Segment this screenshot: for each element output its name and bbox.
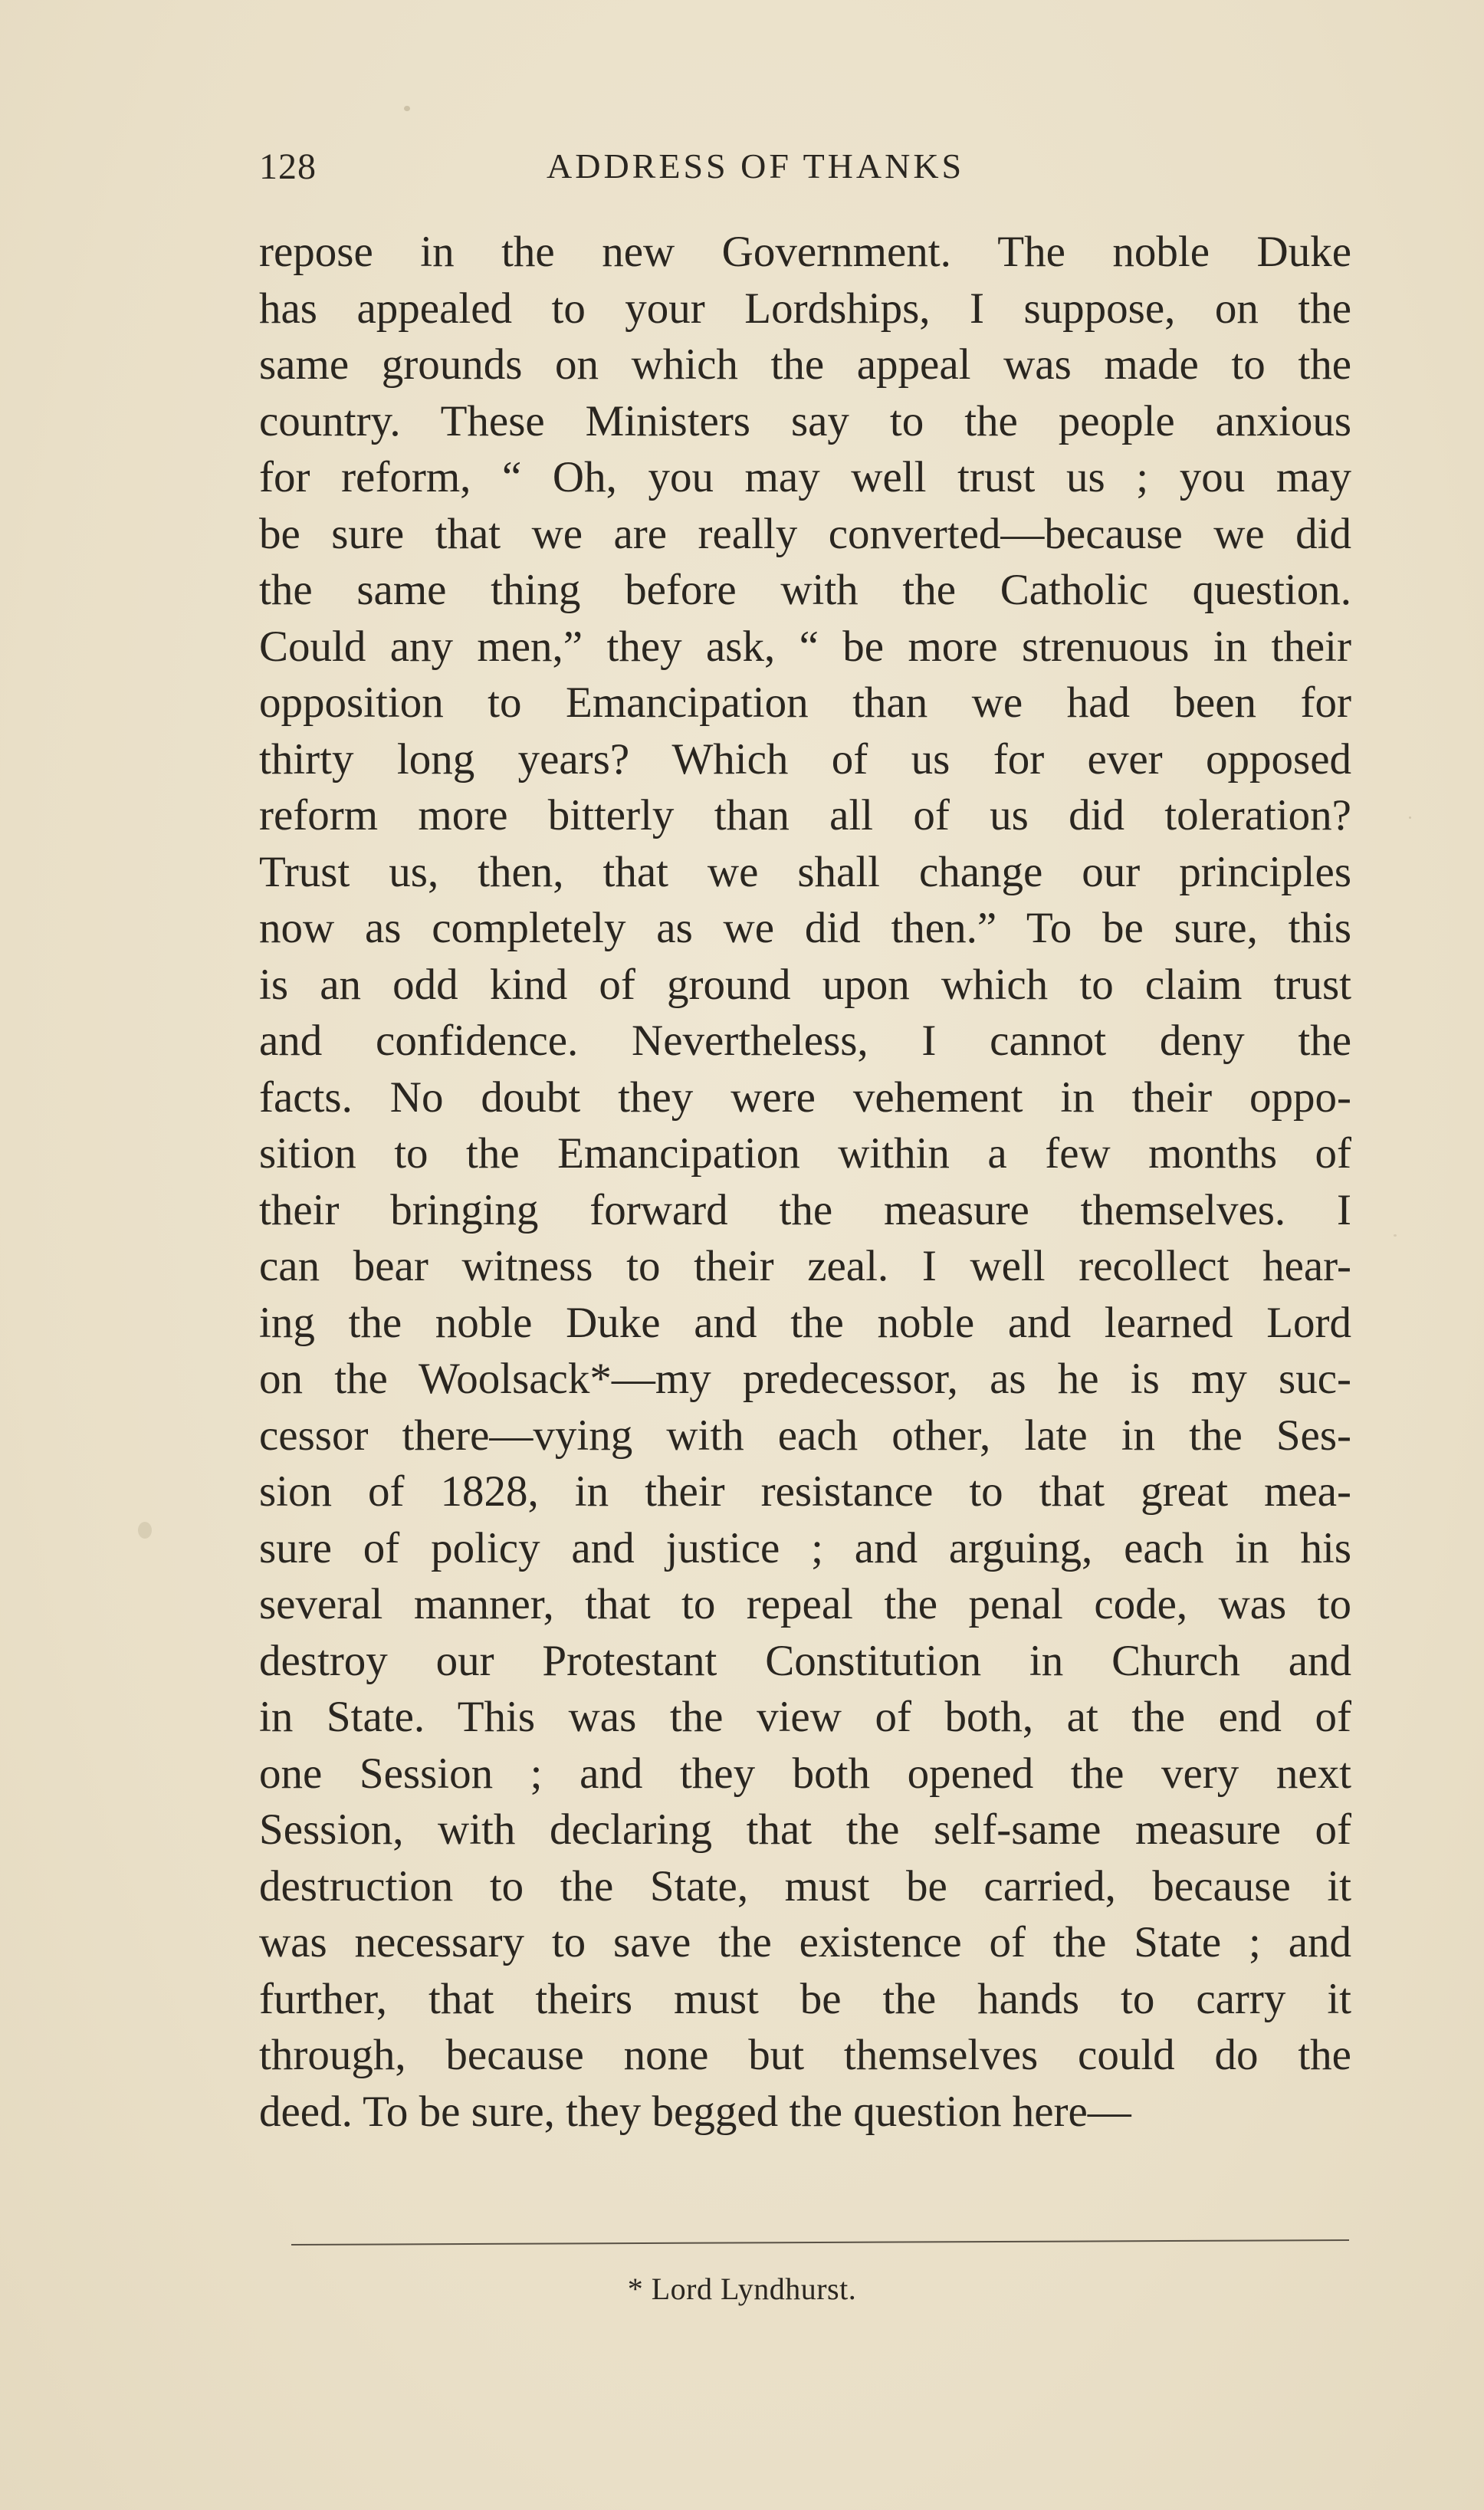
text-line: sition to the Emancipation within a few months of	[259, 1129, 1351, 1178]
text-line: reform more bitterly than all of us did toleration?	[259, 791, 1351, 839]
text-line: same grounds on which the appeal was made to the	[259, 340, 1351, 389]
text-line: deed. To be sure, they begged the question here—	[259, 2087, 1131, 2136]
text-line: thirty long years? Which of us for ever opposed	[259, 734, 1351, 784]
text-line: facts. No doubt they were vehement in their oppo-	[259, 1073, 1351, 1122]
text-line: further, that theirs must be the hands to carry it	[259, 1974, 1351, 2023]
text-line: sure of policy and justice ; and arguing, each in his	[259, 1523, 1351, 1572]
text-line: Trust us, then, that we shall change our principles	[259, 847, 1351, 896]
text-line: their bringing forward the measure themselves. I	[259, 1185, 1351, 1234]
text-line: sion of 1828, in their resistance to that great mea-	[259, 1467, 1351, 1516]
text-line: the same thing before with the Catholic question.	[259, 566, 1351, 614]
footnote: * Lord Lyndhurst.	[627, 2272, 857, 2306]
text-line: Session, with declaring that the self-same measure of	[259, 1805, 1351, 1854]
page-header	[259, 146, 1348, 199]
text-line: repose in the new Government. The noble Duke	[259, 228, 1351, 276]
running-head: ADDRESS OF THANKS	[547, 146, 965, 186]
text-line: can bear witness to their zeal. I well recollect hear-	[259, 1242, 1351, 1290]
text-line: has appealed to your Lordships, I suppose, on the	[259, 284, 1351, 333]
text-line: destruction to the State, must be carried, because it	[259, 1861, 1351, 1910]
text-line: on the Woolsack*—my predecessor, as he is my suc-	[259, 1355, 1351, 1403]
text-line: several manner, that to repeal the penal code, was to	[259, 1580, 1351, 1628]
text-line: is an odd kind of ground upon which to claim trust	[259, 960, 1351, 1009]
text-line: through, because none but themselves could do the	[259, 2031, 1351, 2079]
text-line: in State. This was the view of both, at the end of	[259, 1693, 1351, 1741]
text-line: for reform, “ Oh, you may well trust us ; you may	[259, 453, 1351, 501]
text-line: country. These Ministers say to the people anxious	[259, 396, 1351, 445]
text-line: ing the noble Duke and the noble and learned Lord	[259, 1298, 1351, 1347]
text-line: one Session ; and they both opened the very next	[259, 1749, 1351, 1798]
text-line: was necessary to save the existence of the State ; and	[259, 1918, 1351, 1966]
footnote-rule	[291, 2239, 1349, 2246]
text-line: opposition to Emancipation than we had been for	[259, 678, 1351, 727]
text-line: be sure that we are really converted—because we did	[259, 509, 1351, 558]
paper-speck	[1394, 1234, 1397, 1237]
text-line: Could any men,” they ask, “ be more strenuous in their	[259, 622, 1351, 671]
paper-speck	[138, 1522, 152, 1539]
text-line: now as completely as we did then.” To be sure, this	[259, 904, 1351, 952]
paper-speck	[404, 106, 410, 111]
paper-speck	[1409, 816, 1411, 819]
text-line: cessor there—vying with each other, late in the Ses-	[259, 1411, 1351, 1460]
text-line: and confidence. Nevertheless, I cannot deny the	[259, 1017, 1351, 1065]
body-text	[259, 224, 1351, 2140]
page-number: 128	[259, 146, 317, 187]
text-line: destroy our Protestant Constitution in Church and	[259, 1636, 1351, 1685]
